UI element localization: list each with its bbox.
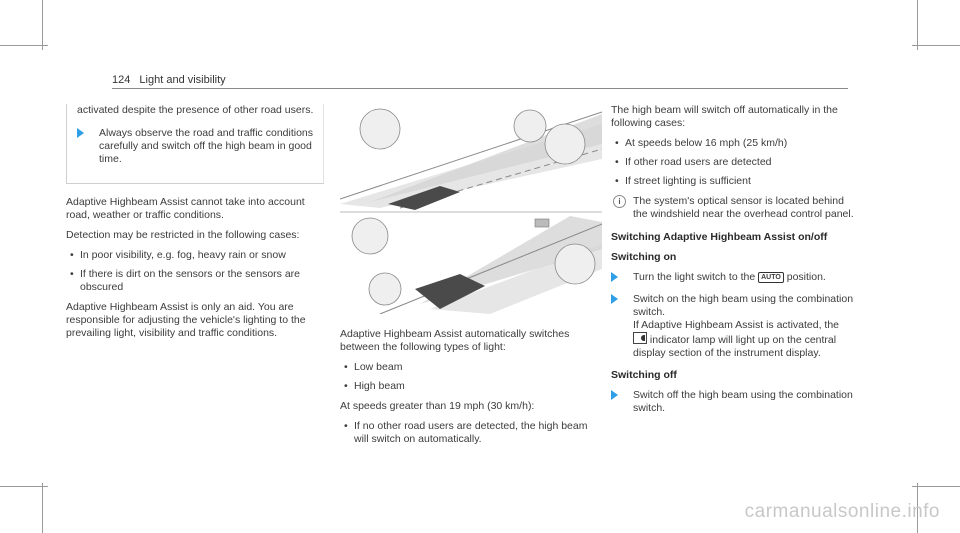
speed-paragraph: At speeds greater than 19 mph (30 km/h): <box>340 400 535 412</box>
warning-step-text: Always observe the road and traffic conditions carefully and switch off the high beam in good time. <box>99 127 314 165</box>
section-title: Light and visibility <box>139 74 226 86</box>
info-icon: i <box>613 195 626 208</box>
detection-list <box>66 249 324 294</box>
switch-off-intro: The high beam will switch off automatically in the following cases: <box>611 104 838 129</box>
tree-icon <box>360 109 400 149</box>
warning-box-continued <box>66 104 324 184</box>
crop-mark <box>42 483 43 533</box>
intro-paragraph: Adaptive Highbeam Assist cannot take into account road, weather or traffic conditions. <box>66 196 305 221</box>
step-text: Switch on the high beam using the combination switch. <box>633 293 854 318</box>
list-item: • At speeds below 16 mph (25 km/h) <box>611 137 855 150</box>
sensor-note <box>611 195 855 221</box>
step-text: indicator lamp will light up on the central display section of the instrument display. <box>633 334 837 359</box>
list-item: • Low beam <box>340 361 602 374</box>
crop-mark <box>912 45 960 46</box>
column-left <box>66 104 324 347</box>
speed-list <box>340 420 602 446</box>
column-right <box>611 104 855 424</box>
detection-paragraph: Detection may be restricted in the following cases: <box>66 229 300 241</box>
page-number: 124 <box>112 74 131 86</box>
tree-icon <box>369 273 401 305</box>
step-switch-off-high-beam <box>611 389 855 415</box>
step-arrow-icon <box>611 272 618 282</box>
step-arrow-icon <box>77 128 84 138</box>
switching-intro: Adaptive Highbeam Assist automatically switches between the following types of light: <box>340 328 570 353</box>
step-text: Turn the light switch to the <box>633 271 756 283</box>
step-text: Switch off the high beam using the combination switch. <box>633 389 853 414</box>
aid-paragraph: Adaptive Highbeam Assist is only an aid. You are responsible for adjusting the vehicle's lighting to the prevailing light, visibility and traffic conditions. <box>66 301 306 339</box>
warning-step <box>77 127 323 166</box>
tree-icon <box>545 124 585 164</box>
list-item: • If other road users are detected <box>611 156 855 169</box>
crop-mark <box>912 486 960 487</box>
watermark: carmanualsonline.info <box>744 501 940 522</box>
step-text: If Adaptive Highbeam Assist is activated, the <box>633 319 840 331</box>
list-item: • If street lighting is sufficient <box>611 175 855 188</box>
highbeam-illustration <box>340 104 602 314</box>
crop-mark <box>917 0 918 50</box>
crop-mark <box>0 486 48 487</box>
tree-icon <box>555 244 595 284</box>
list-item: • If there is dirt on the sensors or the sensors are obscured <box>66 268 324 294</box>
crop-mark <box>42 0 43 50</box>
warning-continued-text: activated despite the presence of other road users. <box>77 104 314 116</box>
light-types-list <box>340 361 602 393</box>
column-middle <box>340 328 602 453</box>
subheading-switching-off: Switching off <box>611 369 677 381</box>
step-arrow-icon <box>611 390 618 400</box>
step-text: position. <box>786 271 826 283</box>
highbeam-assist-indicator-icon <box>633 332 647 344</box>
page-header <box>112 74 226 86</box>
list-item: • In poor visibility, e.g. fog, heavy rain or snow <box>66 249 324 262</box>
step-arrow-icon <box>611 294 618 304</box>
switch-off-list <box>611 137 855 188</box>
step-turn-light-switch <box>611 271 855 284</box>
note-text: The system's optical sensor is located behind the windshield near the overhead control panel. <box>633 195 854 220</box>
section-heading: Switching Adaptive Highbeam Assist on/off <box>611 231 828 243</box>
step-switch-on-high-beam <box>611 293 855 360</box>
header-rule <box>112 88 848 89</box>
list-item: • If no other road users are detected, the high beam will switch on automatically. <box>340 420 602 446</box>
crop-mark <box>0 45 48 46</box>
list-item: • High beam <box>340 380 602 393</box>
oncoming-car-icon <box>535 219 549 227</box>
subheading-switching-on: Switching on <box>611 251 677 263</box>
tree-icon <box>352 218 388 254</box>
auto-symbol-icon: AUTO <box>758 272 784 283</box>
tree-icon <box>514 110 546 142</box>
